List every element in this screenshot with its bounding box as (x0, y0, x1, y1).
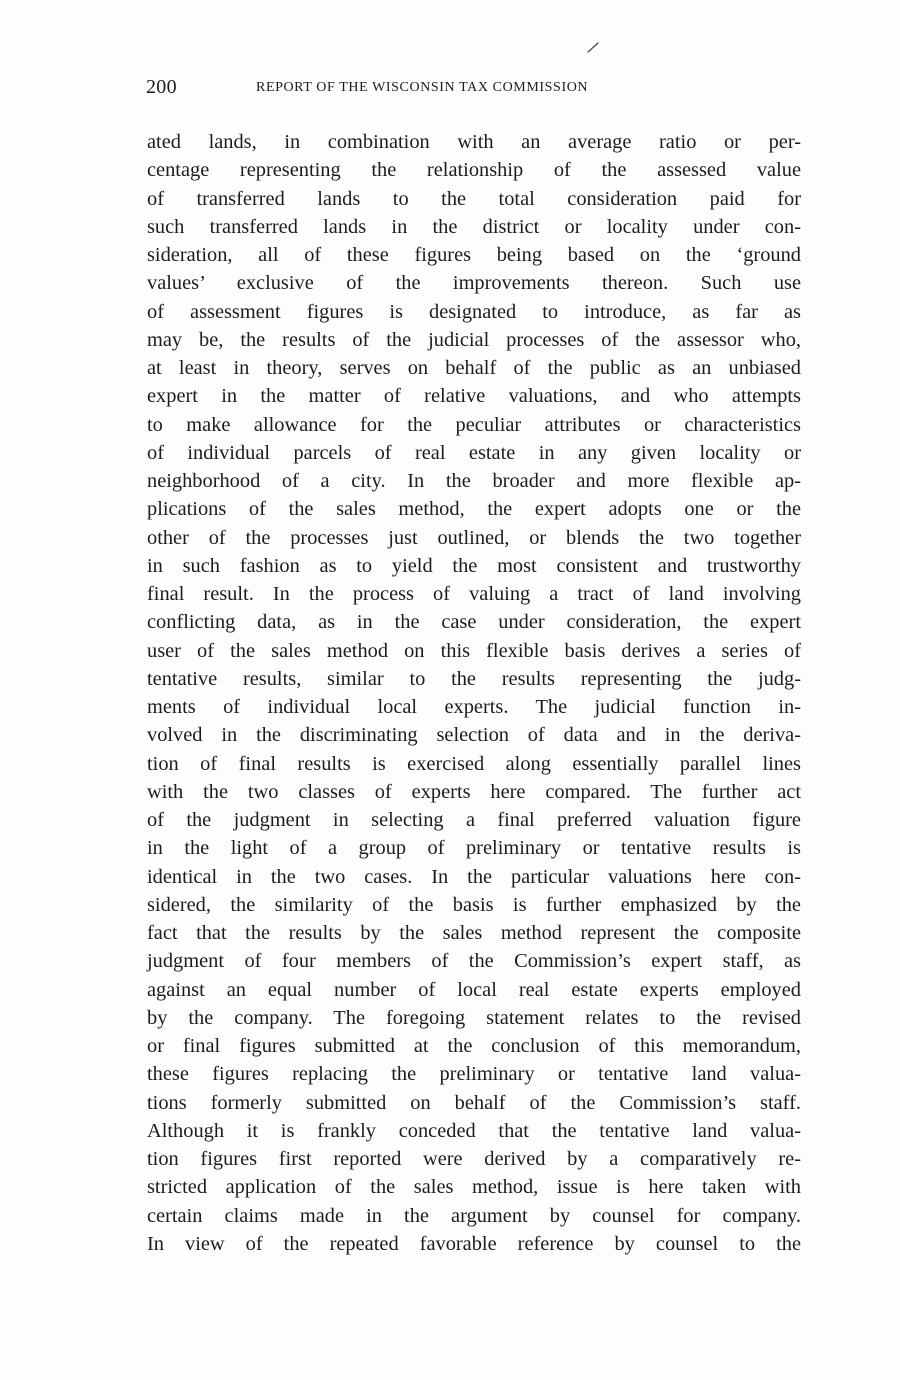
text-line: expert in the matter of relative valuations, and who attempts (147, 385, 801, 408)
text-line: tentative results, similar to the results representing the judg- (147, 667, 801, 690)
text-line: identical in the two cases. In the particular valuations here con- (147, 865, 801, 888)
text-line: other of the processes just outlined, or blends the two together (147, 526, 801, 549)
stray-pen-mark (586, 40, 600, 54)
text-line: tion of final results is exercised along essentially parallel lines (147, 752, 801, 775)
text-line: of assessment figures is designated to introduce, as far as (147, 300, 801, 323)
running-head (146, 76, 798, 104)
text-line: in the light of a group of preliminary or tentative results is (147, 837, 801, 860)
text-line: at least in theory, serves on behalf of the public as an unbiased (147, 357, 801, 379)
running-title: REPORT OF THE WISCONSIN TAX COMMISSION (256, 80, 589, 95)
text-line: to make allowance for the peculiar attributes or characteristics (147, 413, 801, 436)
text-line: fact that the results by the sales method represent the composite (147, 922, 801, 944)
text-line: ated lands, in combination with an average ratio or per- (147, 131, 801, 153)
text-line: of individual parcels of real estate in any given locality or (147, 441, 801, 464)
text-line: of transferred lands to the total consideration paid for (147, 187, 801, 210)
text-line: Although it is frankly conceded that the tentative land valua- (147, 1119, 801, 1142)
text-line: In view of the repeated favorable reference by counsel to the (147, 1232, 801, 1255)
text-line: sidered, the similarity of the basis is further emphasized by the (147, 893, 801, 916)
text-line: or final figures submitted at the conclusion of this memorandum, (147, 1035, 801, 1057)
text-line: stricted application of the sales method, issue is here taken with (147, 1176, 801, 1199)
text-line: final result. In the process of valuing a tract of land involving (147, 583, 801, 605)
text-line: tions formerly submitted on behalf of the Commission’s staff. (147, 1091, 801, 1114)
text-line: neighborhood of a city. In the broader and more flexible ap- (147, 470, 801, 492)
text-line: of the judgment in selecting a final preferred valuation figure (147, 809, 801, 831)
text-line: these figures replacing the preliminary or tentative land valua- (147, 1063, 801, 1086)
text-line: such transferred lands in the district or locality under con- (147, 215, 801, 238)
text-line: volved in the discriminating selection of data and in the deriva- (147, 724, 801, 747)
text-line: may be, the results of the judicial processes of the assessor who, (147, 328, 801, 351)
text-line: by the company. The foregoing statement relates to the revised (147, 1006, 801, 1029)
text-line: tion figures first reported were derived by a comparatively re- (147, 1148, 801, 1170)
text-line: in such fashion as to yield the most consistent and trustworthy (147, 554, 801, 577)
text-line: conflicting data, as in the case under consideration, the expert (147, 611, 801, 634)
text-line: centage representing the relationship of the assessed value (147, 159, 801, 182)
text-line: values’ exclusive of the improvements thereon. Such use (147, 272, 801, 295)
text-line: with the two classes of experts here compared. The further act (147, 780, 801, 803)
text-line: sideration, all of these figures being based on the ‘ground (147, 244, 801, 266)
text-line: user of the sales method on this flexible basis derives a series of (147, 639, 801, 662)
page-number: 200 (146, 76, 177, 98)
text-line: against an equal number of local real estate experts employed (147, 978, 801, 1001)
text-line: plications of the sales method, the expert adopts one or the (147, 498, 801, 521)
text-line: judgment of four members of the Commission’s expert staff, as (147, 950, 801, 973)
text-line: certain claims made in the argument by counsel for company. (147, 1204, 801, 1227)
text-line: ments of individual local experts. The judicial function in- (147, 696, 801, 718)
body-paragraph (147, 128, 801, 1258)
